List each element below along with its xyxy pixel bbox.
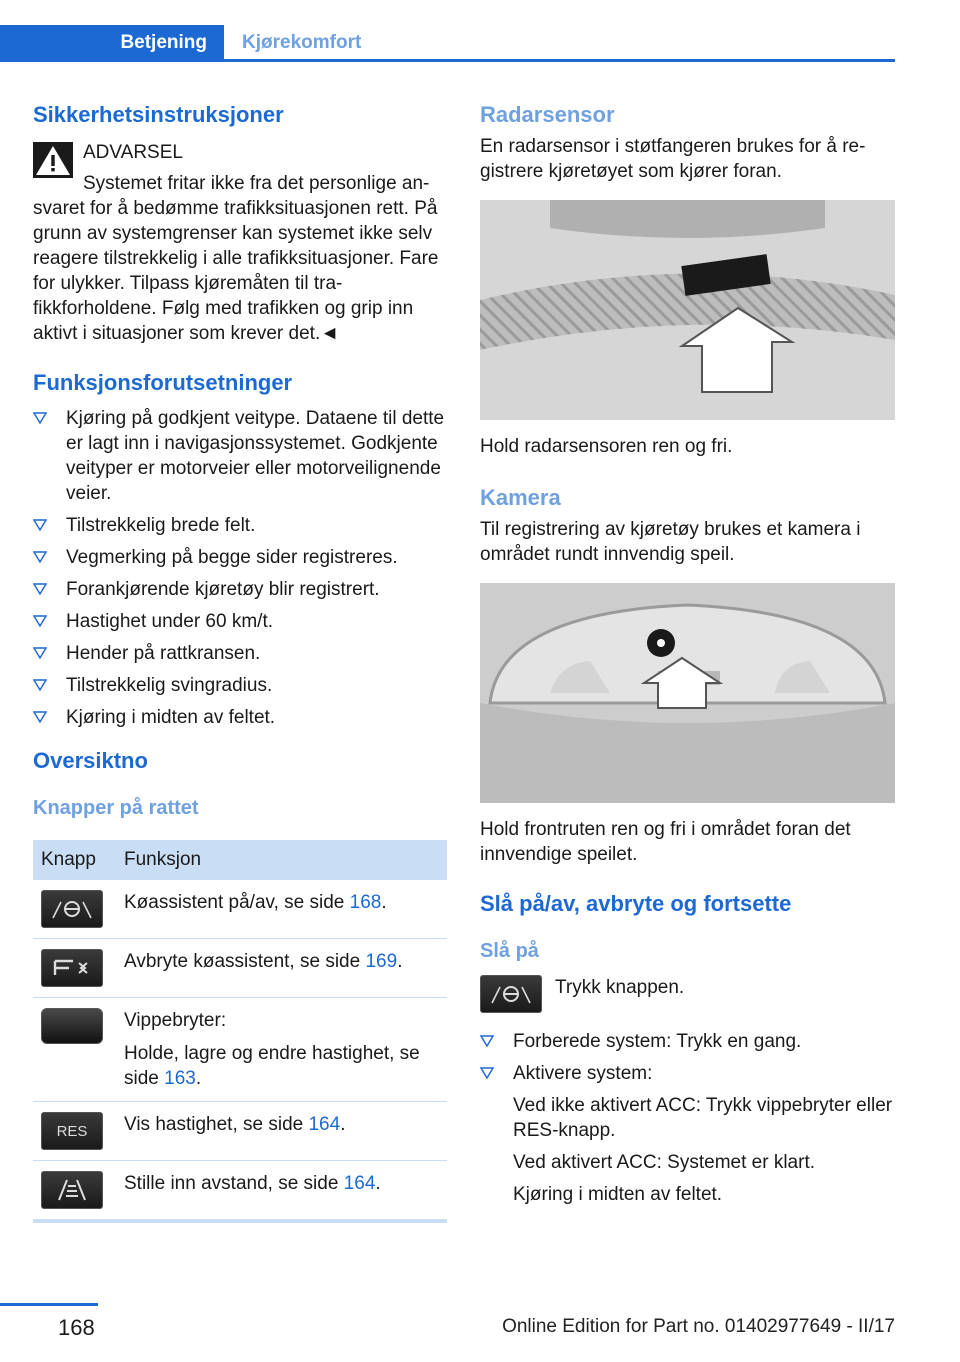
page-link[interactable]: 163 [164, 1068, 196, 1089]
camera-caption: Hold frontruten ren og fri i området foran det innvendige speilet. [480, 819, 851, 865]
right-column [480, 100, 895, 1214]
radar-heading: Radarsensor [480, 102, 615, 127]
bullet-triangle-icon [480, 1066, 494, 1080]
warning-block [33, 140, 447, 346]
steps-list [480, 1029, 895, 1207]
col-function-header: Funksjon [116, 840, 447, 880]
page-link[interactable]: 169 [365, 951, 398, 972]
table-row: Køassistent på/av, se side 168. [33, 880, 447, 939]
table-header-row [33, 840, 447, 880]
warning-text: svaret for å bedømme trafikksituasjonen rett. På grunn av systemgrenser kan systemet ikke selv reagere tilstrekkelig i alle trafikksituasjoner. Fare for ulykker. Tilpass kjøremåten til trafikkforholdene. Følg med trafikken og grip inn aktivt i situasjoner som krever det.◄ [33, 198, 439, 344]
list-item: Hastighet under 60 km/t. [33, 609, 447, 634]
steering-wheel-assist-icon [480, 975, 542, 1013]
distance-setting-icon [41, 1171, 103, 1209]
press-button-text: Trykk knappen. [555, 977, 685, 998]
table-row: Vippebryter: Holde, lagre og endre hastighet, se side 163. [33, 998, 447, 1102]
col-button-header: Knapp [33, 840, 116, 880]
page-number: 168 [58, 1315, 95, 1340]
warning-lead: Systemet fritar ikke fra det personlige an- [83, 173, 430, 194]
table-row: RES Vis hastighet, se side 164. [33, 1102, 447, 1161]
safety-heading: Sikkerhetsinstruksjoner [33, 102, 284, 127]
assist-cancel-icon [41, 949, 103, 987]
page-link[interactable]: 164 [308, 1114, 341, 1135]
buttons-heading: Knapper på rattet [33, 797, 199, 819]
tab-betjening[interactable]: Betjening [0, 25, 224, 62]
radar-sensor-image [480, 200, 895, 420]
tab-kjorekomfort[interactable]: Kjørekomfort [242, 32, 362, 53]
table-row: Avbryte køassistent, se side 169. [33, 939, 447, 998]
camera-text: Til registrering av kjøretøy brukes et kamera i området rundt innvendig speil. [480, 519, 861, 565]
chapter-tabs [0, 25, 895, 62]
bullet-triangle-icon [33, 550, 47, 564]
bullet-triangle-icon [33, 678, 47, 692]
press-button-row [480, 975, 895, 1019]
on-heading: Slå på [480, 940, 539, 962]
res-button-icon: RES [41, 1112, 103, 1150]
requirements-list [33, 406, 447, 730]
radar-text: En radarsensor i støtfangeren brukes for å registrere kjøretøyet som kjører foran. [480, 136, 866, 182]
left-column [33, 100, 447, 1223]
list-item: Forberede system: Trykk en gang. [480, 1029, 895, 1054]
list-item: Tilstrekkelig svingradius. [33, 673, 447, 698]
camera-image [480, 583, 895, 803]
warning-triangle-icon [33, 142, 73, 178]
bullet-triangle-icon [33, 646, 47, 660]
list-item: Aktivere system: Ved ikke aktivert ACC: Trykk vippebryter eller RES-knapp. Ved aktivert ACC: Systemet er klart. Kjøring i midten av feltet. [480, 1061, 895, 1207]
requirements-heading: Funksjonsforutsetninger [33, 370, 293, 395]
bullet-triangle-icon [33, 710, 47, 724]
bullet-triangle-icon [33, 411, 47, 425]
camera-heading: Kamera [480, 485, 561, 510]
list-item: Tilstrekkelig brede felt. [33, 513, 447, 538]
list-item: Hender på rattkransen. [33, 641, 447, 666]
tab-rule [0, 59, 895, 62]
list-item: Kjøring i midten av feltet. [33, 705, 447, 730]
bullet-triangle-icon [33, 614, 47, 628]
list-item: Forankjørende kjøretøy blir registrert. [33, 577, 447, 602]
bullet-triangle-icon [480, 1034, 494, 1048]
list-item: Vegmerking på begge sider registreres. [33, 545, 447, 570]
warning-title: ADVARSEL [83, 142, 183, 163]
table-row: Stille inn avstand, se side 164. [33, 1161, 447, 1222]
buttons-table [33, 840, 447, 1223]
bullet-triangle-icon [33, 582, 47, 596]
steering-wheel-assist-icon [41, 890, 103, 928]
rocker-switch-icon [41, 1008, 103, 1044]
radar-caption: Hold radarsensoren ren og fri. [480, 436, 733, 457]
footer-rule [0, 1303, 98, 1306]
page-link[interactable]: 168 [349, 892, 382, 913]
bullet-triangle-icon [33, 518, 47, 532]
page-link[interactable]: 164 [343, 1173, 376, 1194]
overview-heading: Oversiktno [33, 748, 148, 773]
edition-text: Online Edition for Part no. 01402977649 - II/17 [502, 1316, 895, 1337]
list-item: Kjøring på godkjent veitype. Dataene til dette er lagt inn i navigasjonssystemet. Godkjente veityper er motorveier eller motorveilignende veier. [33, 406, 447, 506]
onoff-heading: Slå på/av, avbryte og fortsette [480, 891, 792, 916]
